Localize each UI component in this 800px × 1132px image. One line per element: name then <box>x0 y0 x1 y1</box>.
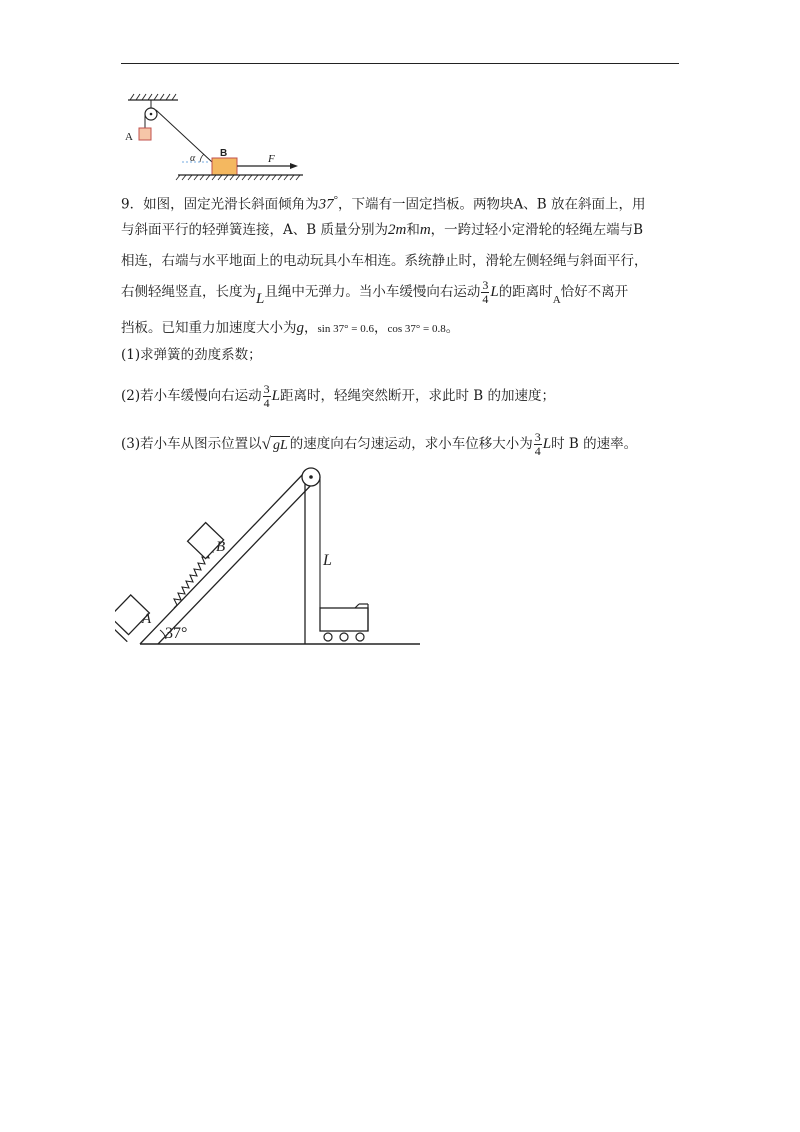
question-text: (2)若小车缓慢向右运动 <box>121 388 262 404</box>
fig2-label-l: L <box>323 552 332 569</box>
fig1-label-alpha: α <box>190 153 196 164</box>
fig2-label-a: A <box>142 611 152 627</box>
question-text: 右侧轻绳竖直，长度为 <box>121 284 256 300</box>
angle-value: 37 <box>318 196 334 213</box>
question-line-4 <box>121 279 681 306</box>
rope-length: L <box>256 291 265 307</box>
question-text: 距离时，轻绳突然断开，求此时 B 的加速度； <box>279 388 555 404</box>
fraction-denominator: 4 <box>534 444 541 458</box>
mass-a: 2m <box>387 222 407 238</box>
question-text: ，一跨过轻小定滑轮的轻绳左端与B <box>430 222 644 238</box>
degree-sign: ° <box>333 194 338 206</box>
fraction <box>263 383 271 410</box>
question-text: 如图，固定光滑长斜面倾角为 <box>143 196 319 213</box>
fraction-numerator: 3 <box>263 382 270 396</box>
sub-question-2 <box>121 383 681 410</box>
sin-value: sin 37° = 0.6 <box>317 323 374 335</box>
question-text: ，下端有一固定挡板。两物块A、B 放在斜面上，用 <box>338 196 646 213</box>
question-text: 和 <box>406 222 420 238</box>
question-line-1 <box>121 191 681 214</box>
question-number: 9． <box>121 196 144 213</box>
question-text: 且绳中无弹力。当小车缓慢向右运动 <box>264 284 481 300</box>
figure-pulley-block-force <box>118 90 318 185</box>
question-text: ， <box>304 320 318 336</box>
question-line-5 <box>121 319 681 338</box>
length-symbol: L <box>542 436 552 452</box>
question-text: 的距离时 <box>498 284 553 300</box>
fig1-label-f: F <box>268 153 275 165</box>
fig1-label-b: B <box>220 148 228 159</box>
question-text: 相连，右端与水平地面上的电动玩具小车相连。系统静止时，滑轮左侧轻绳与斜面平行， <box>121 253 648 269</box>
fraction-numerator: 3 <box>534 430 541 444</box>
header-rule <box>121 63 679 64</box>
question-text: ， <box>373 320 388 336</box>
fraction-numerator: 3 <box>482 278 489 292</box>
cos-value: cos 37° = 0.8 <box>387 323 446 335</box>
fig1-label-a: A <box>125 131 133 143</box>
question-text: 。 <box>445 320 460 336</box>
fraction <box>481 279 489 306</box>
mass-b: m <box>419 222 431 238</box>
sub-question-1 <box>121 346 681 364</box>
fraction-denominator: 4 <box>263 396 270 410</box>
question-text: 时 B 的速率。 <box>551 436 638 452</box>
question-text: 与斜面平行的轻弹簧连接，A、B 质量分别为 <box>121 222 388 238</box>
question-text: 挡板。已知重力加速度大小为 <box>121 320 297 336</box>
fig2-label-b: B <box>216 539 226 555</box>
question-text: 的速度向右匀速运动，求小车位移大小为 <box>289 436 533 452</box>
fraction-denominator: 4 <box>482 292 489 306</box>
question-text: 恰好不离开 <box>560 284 629 300</box>
question-text: (1)求弹簧的劲度系数； <box>121 347 262 363</box>
fig2-label-angle: 37° <box>165 625 188 642</box>
question-text: (3)若小车从图示位置以 <box>121 436 262 452</box>
question-line-2 <box>121 221 681 239</box>
sqrt-expression: √ gL <box>261 433 288 453</box>
question-line-3 <box>121 252 681 270</box>
length-symbol: L <box>490 284 499 300</box>
gravity-symbol: g <box>296 320 304 336</box>
sub-question-3 <box>121 431 681 458</box>
sqrt-radicand: gL <box>272 437 288 453</box>
figure-incline-spring-cart <box>115 460 425 655</box>
fraction <box>534 431 542 458</box>
length-symbol: L <box>271 388 280 404</box>
block-a-symbol: A <box>552 294 561 306</box>
